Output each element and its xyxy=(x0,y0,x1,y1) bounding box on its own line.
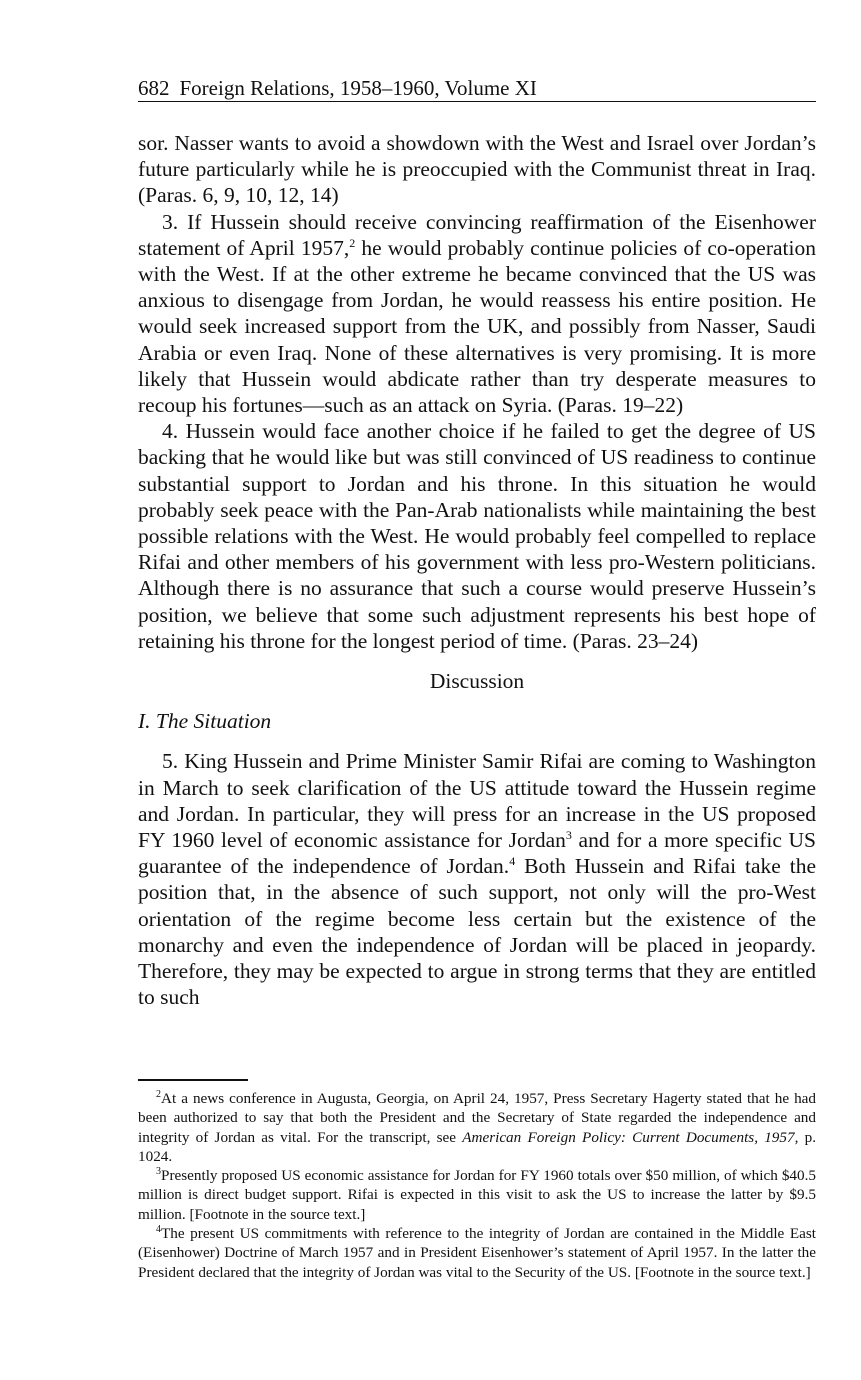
footnote-ref-2: 2 xyxy=(349,235,356,250)
footnotes xyxy=(138,1089,816,1282)
running-header xyxy=(138,76,816,102)
footnote-ref-4: 4 xyxy=(509,854,516,869)
footnote-ref-3: 3 xyxy=(565,828,572,843)
footnote-3: $^3$Presently proposed US economic assistance for Jordan for FY 1960 totals over $50 million, of which $40.5 million is direct budget support. Rifai is expected in this visit to ask the US to increase the latter by $9.5 million. [Footnote in the source text.] xyxy=(138,1166,816,1223)
paragraph-5: 5. King Hussein and Prime Minister Samir Rifai are coming to Washington in March to seek clarification of the US attitude toward the Hussein regime and Jordan. In particular, they will press for an increase in the US proposed FY 1960 level of economic assistance for Jordan$^3$ and for a more specific US guarantee of the independence of Jordan.$^4$ Both Hussein and Rifai take the position that, in the absence of such support, not only will the pro-West orientation of the regime become less certain but the existence of the monarchy and even the independence of Jordan will be placed in jeopardy. Therefore, they may be expected to argue in strong terms that they are entitled to such xyxy=(138,749,817,1010)
discussion-heading: Discussion xyxy=(429,669,525,694)
paragraph-continuation: sor. Nasser wants to avoid a showdown with the West and Israel over Jordan’s future particularly while he is preoccupied with the Communist threat in Iraq. (Paras. 6, 9, 10, 12, 14) xyxy=(138,131,816,208)
body-text xyxy=(138,130,816,1011)
footnote-4: $^4$The present US commitments with reference to the integrity of Jordan are contained in the Middle East (Eisenhower) Doctrine of March 1957 and in President Eisenhower’s statement of April 1957. In the latter the President declared that the integrity of Jordan was vital to the Security of the US. [Footnote in the source text.] xyxy=(138,1224,816,1281)
section-heading: I. The Situation xyxy=(138,709,272,734)
running-title: Foreign Relations, 1958–1960, Volume XI xyxy=(179,76,537,100)
footnote-2: $^2$At a news conference in Augusta, Georgia, on April 24, 1957, Press Secretary Hagerty stated that he had been authorized to say that both the President and the Secretary of State regarded the independence and integrity of Jordan as vital. For the transcript, see American Foreign Policy: Current Documents, 1957, p. 1024. xyxy=(138,1089,816,1165)
page-number: 682 xyxy=(138,76,170,100)
paragraph-3: 3. If Hussein should receive convincing reaffirmation of the Eisenhower statement of April 1957,$^2$ he would probably continue policies of co-operation with the West. If at the other extreme he became convinced that the US was anxious to disengage from Jordan, he would reassess his entire position. He would seek increased support from the UK, and possibly from Nasser, Saudi Arabia or even Iraq. None of these alternatives is very promising. It is more likely that Hussein would abdicate rather than try desperate measures to recoup his fortunes—such as an attack on Syria. (Paras. 19–22) xyxy=(138,209,816,418)
footnote-divider xyxy=(138,1079,248,1081)
paragraph-4: 4. Hussein would face another choice if he failed to get the degree of US backing that he would like but was still convinced of US readiness to continue substantial support to Jordan and his throne. In this situation he would probably seek peace with the Pan-Arab nationalists while maintaining the best possible relations with the West. He would probably feel compelled to replace Rifai and other members of his government with less pro-Western politicians. Although there is no assurance that such a course would preserve Hussein’s position, we believe that some such adjustment represents his best hope of retaining his throne for the longest period of time. (Paras. 23–24) xyxy=(138,419,816,653)
